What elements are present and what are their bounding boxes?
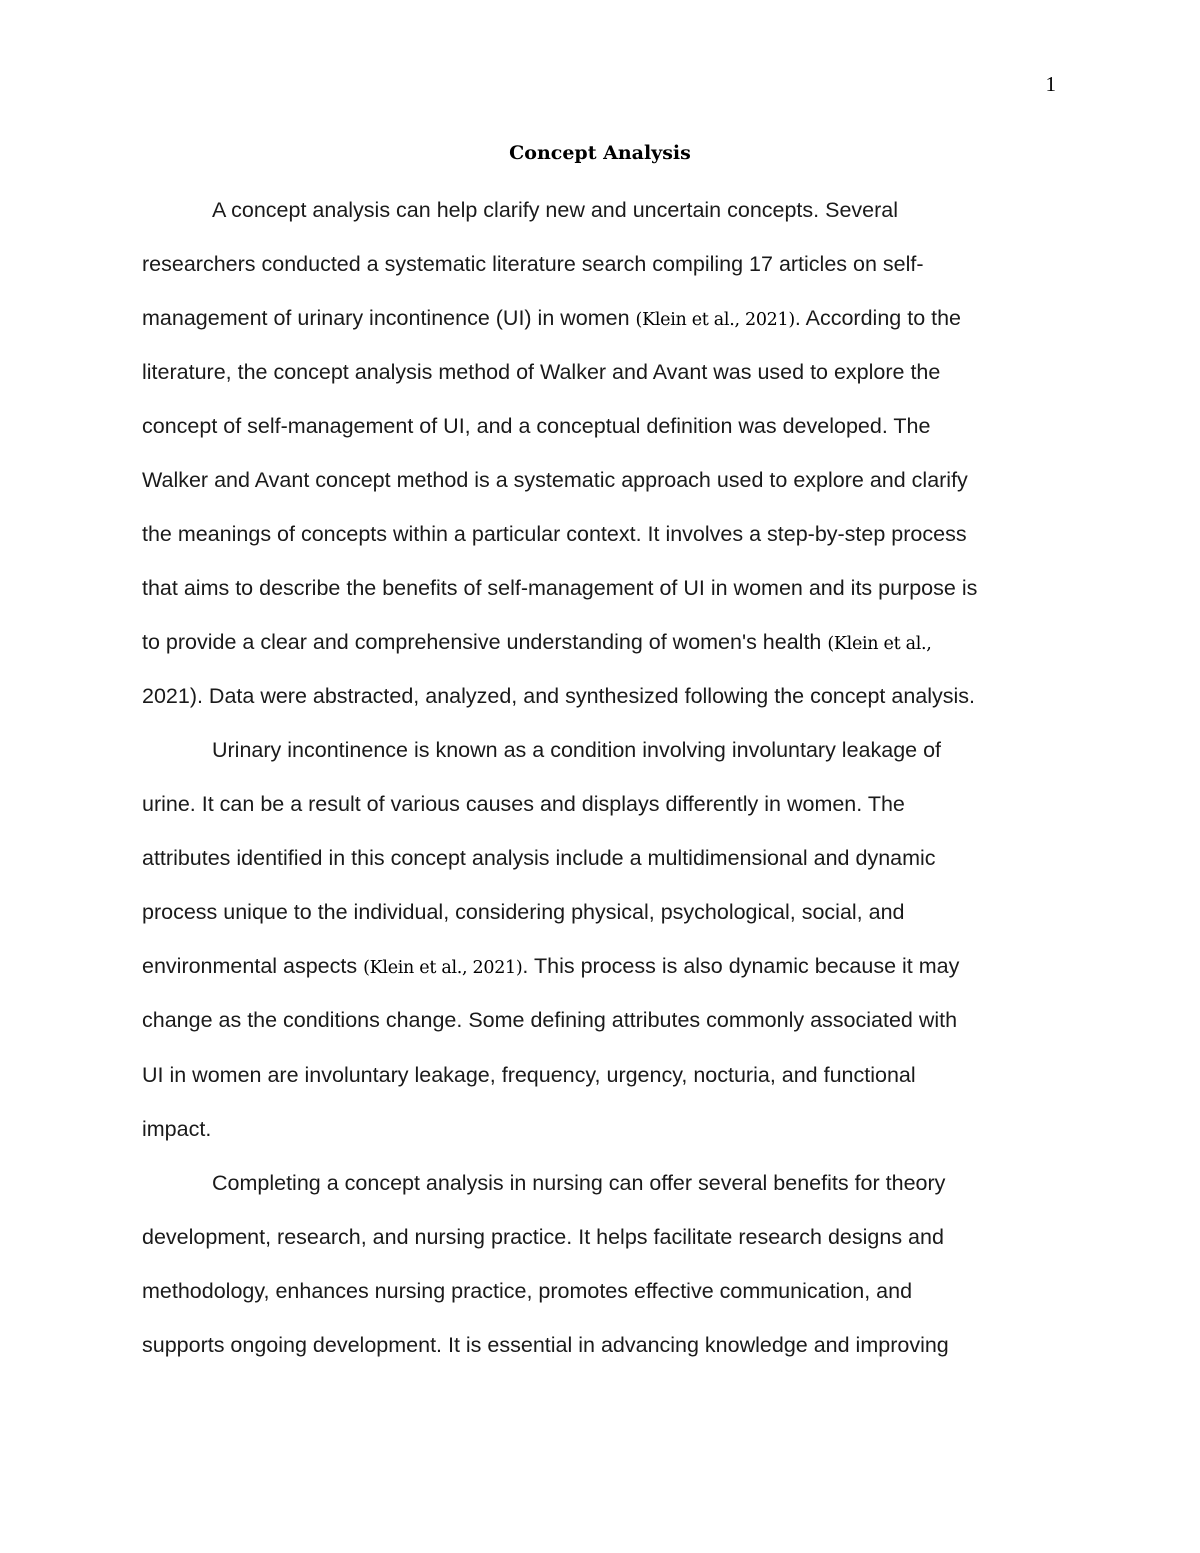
text-line: Walker and Avant concept method is a systematic approach used to explore and clarify: [142, 468, 968, 492]
text-line: development, research, and nursing practice. It helps facilitate research designs and: [142, 1225, 944, 1249]
text-line: the meanings of concepts within a particular context. It involves a step-by-step process: [142, 522, 967, 546]
citation: (Klein et al.,: [827, 634, 932, 654]
text-line: literature, the concept analysis method of Walker and Avant was used to explore the: [142, 360, 941, 384]
text-line: that aims to describe the benefits of self-management of UI in women and its purpose is: [142, 576, 978, 600]
text-line: attributes identified in this concept analysis include a multidimensional and dynamic: [142, 846, 936, 870]
text-line: 2021). Data were abstracted, analyzed, and synthesized following the concept analysis.: [142, 684, 976, 708]
text-line: A concept analysis can help clarify new and uncertain concepts. Several: [212, 198, 899, 222]
text-line: Completing a concept analysis in nursing can offer several benefits for theory: [212, 1171, 946, 1195]
citation: (Klein et al., 2021): [363, 958, 523, 978]
text-line: methodology, enhances nursing practice, promotes effective communication, and: [142, 1279, 913, 1303]
text-line: management of urinary incontinence (UI) in women (Klein et al., 2021). According to the: [142, 306, 962, 330]
text-line: UI in women are involuntary leakage, frequency, urgency, nocturia, and functional: [142, 1063, 916, 1087]
document-title: Concept Analysis: [509, 142, 691, 164]
text-line: Urinary incontinence is known as a condition involving involuntary leakage of: [212, 738, 942, 762]
text-line: process unique to the individual, considering physical, psychological, social, and: [142, 900, 905, 924]
text-line: to provide a clear and comprehensive understanding of women's health (Klein et al.,: [142, 630, 932, 654]
text-line: concept of self-management of UI, and a conceptual definition was developed. The: [142, 414, 931, 438]
text-line: impact.: [142, 1117, 212, 1141]
text-line: researchers conducted a systematic literature search compiling 17 articles on self-: [142, 252, 924, 276]
text-line: urine. It can be a result of various causes and displays differently in women. The: [142, 792, 905, 816]
page-number: 1: [1045, 72, 1056, 96]
text-line: environmental aspects (Klein et al., 2021). This process is also dynamic because it may: [142, 954, 960, 978]
text-line: change as the conditions change. Some defining attributes commonly associated with: [142, 1008, 958, 1032]
text-line: supports ongoing development. It is essential in advancing knowledge and improving: [142, 1333, 949, 1357]
citation: (Klein et al., 2021): [635, 310, 795, 330]
